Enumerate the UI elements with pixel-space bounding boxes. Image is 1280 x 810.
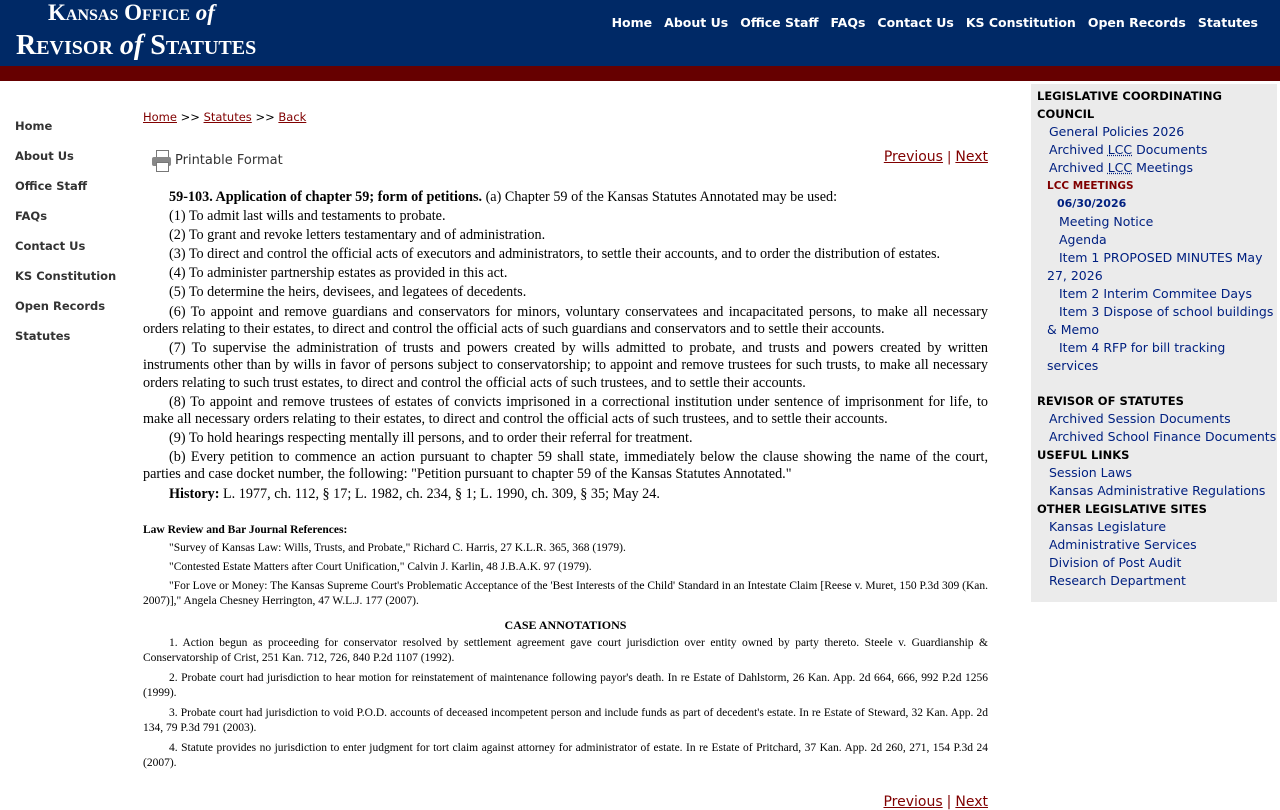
- sidebar-spacer: [1031, 375, 1277, 392]
- pager-separator: |: [946, 150, 952, 165]
- topnav-open-records[interactable]: Open Records: [1087, 15, 1186, 30]
- site-logo-line1[interactable]: [48, 0, 215, 26]
- breadcrumb: [143, 110, 988, 124]
- lcc-heading: LEGISLATIVE COORDINATING COUNCIL: [1037, 89, 1222, 121]
- leftnav-contact-us[interactable]: Contact Us: [15, 239, 86, 253]
- breadcrumb-home[interactable]: Home: [143, 110, 177, 124]
- site-header: [0, 0, 1280, 66]
- leftnav-home[interactable]: Home: [15, 119, 53, 133]
- logo-text-statutes: Statutes: [143, 30, 257, 61]
- research-department-link[interactable]: Research Department: [1049, 573, 1186, 588]
- statute-item: (b) Every petition to commence an action pursuant to chapter 59 shall state, immediately below the clause showing the name of the court, parties and case docket number, the following: "Petition pursuant to chapter 59 of the Kansas Statutes Annotated.": [143, 449, 988, 483]
- previous-link[interactable]: Previous: [883, 149, 943, 165]
- leftnav-office-staff[interactable]: Office Staff: [15, 179, 88, 193]
- archived-lcc-documents-link[interactable]: [1031, 141, 1277, 159]
- item1-minutes-link[interactable]: Item 1 PROPOSED MINUTES May 27, 2026: [1047, 250, 1263, 283]
- statute-item: (5) To determine the heirs, devisees, and legatees of decedents.: [169, 284, 527, 301]
- logo-text-kansas-office: Kansas Office: [48, 0, 196, 25]
- lcc-abbr: LCC: [1107, 160, 1133, 175]
- meeting-date: 06/30/2026: [1057, 197, 1127, 210]
- lcc-abbr: LCC: [1107, 142, 1133, 157]
- pager-bottom: [883, 794, 988, 810]
- post-audit-link[interactable]: Division of Post Audit: [1049, 555, 1182, 570]
- case-annotations: [143, 636, 988, 776]
- pager-separator-bottom: |: [946, 794, 952, 810]
- topnav-ks-constitution[interactable]: KS Constitution: [965, 15, 1076, 30]
- statute-item: (3) To direct and control the official acts of executors and administrators, to settle their accounts, and to order the distribution of estates.: [169, 246, 941, 263]
- annotation-item: 2. Probate court had jurisdiction to hear motion for reinstatement of maintenance following payor's death. In re Estate of Dahlstorm, 26 Kan. App. 2d 664, 666, 992 P.2d 1256 (1999).: [143, 672, 988, 699]
- topnav-home[interactable]: Home: [611, 15, 653, 30]
- statute-intro: [143, 189, 988, 206]
- breadcrumb-separator: >>: [251, 110, 279, 124]
- breadcrumb-back[interactable]: Back: [278, 110, 307, 124]
- session-laws-link[interactable]: Session Laws: [1049, 465, 1133, 480]
- agenda-link[interactable]: Agenda: [1059, 232, 1107, 247]
- printer-icon: [151, 150, 173, 170]
- printable-format-label: Printable Format: [175, 152, 283, 168]
- statute-item: (9) To hold hearings respecting mentally ill persons, and to order their referral for treatment.: [169, 430, 693, 447]
- topnav-contact-us[interactable]: Contact Us: [877, 15, 954, 30]
- left-navigation: [15, 118, 116, 358]
- statute-item: (6) To appoint and remove guardians and conservators for minors, voluntary conservatees and incapacitated persons, to make all necessary orders relating to their estates, to direct and control the official acts of such guardians and conservators and to settle their accounts.: [143, 303, 988, 337]
- statute-intro-text: (a) Chapter 59 of the Kansas Statutes Annotated may be used:: [482, 189, 838, 205]
- main-content: [143, 110, 988, 810]
- accent-bar: [0, 66, 1280, 81]
- previous-link-bottom[interactable]: Previous: [883, 794, 943, 810]
- annotation-item: 3. Probate court had jurisdiction to void P.O.D. accounts of deceased incompetent person and include funds as part of decedent's estate. In re Estate of Steward, 32 Kan. App. 2d 134, 79 P.3d 791 (2003).: [143, 707, 988, 734]
- breadcrumb-statutes[interactable]: Statutes: [203, 110, 252, 124]
- printable-format-link[interactable]: [151, 150, 283, 170]
- history-label: History:: [169, 485, 220, 502]
- archived-school-finance-link[interactable]: Archived School Finance Documents: [1049, 429, 1277, 444]
- archived-lcc-meetings-link[interactable]: [1031, 159, 1277, 177]
- leftnav-about-us[interactable]: About Us: [15, 149, 74, 163]
- breadcrumb-separator: >>: [176, 110, 204, 124]
- statute-item: (4) To administer partnership estates as provided in this act.: [169, 265, 508, 282]
- topnav-statutes[interactable]: Statutes: [1197, 15, 1258, 30]
- next-link-bottom[interactable]: Next: [955, 794, 988, 810]
- top-navigation: [600, 15, 1258, 30]
- other-sites-heading: OTHER LEGISLATIVE SITES: [1037, 502, 1207, 516]
- archived-meet-pre: Archived: [1049, 160, 1108, 175]
- leftnav-statutes[interactable]: Statutes: [15, 329, 71, 343]
- leftnav-open-records[interactable]: Open Records: [15, 299, 106, 313]
- archived-meet-post: Meetings: [1132, 160, 1193, 175]
- kansas-legislature-link[interactable]: Kansas Legislature: [1049, 519, 1167, 534]
- lcc-meetings-label: LCC MEETINGS: [1047, 180, 1134, 192]
- statute-item: (8) To appoint and remove trustees of estates of convicts imprisoned in a correctional institution under sentence of imprisonment for life, to make all necessary orders relating to their estates, to direct and control the official acts of such trustees, and to settle their accounts.: [143, 393, 988, 427]
- annotation-item: 4. Statute provides no jurisdiction to enter judgment for tort claim against attorney for administrator of estate. In re Estate of Pritchard, 37 Kan. App. 2d 260, 271, 154 P.3d 24 (2007).: [143, 742, 988, 769]
- references-heading: Law Review and Bar Journal References:: [143, 524, 348, 536]
- leftnav-ks-constitution[interactable]: KS Constitution: [15, 269, 117, 283]
- logo-text-of: of: [195, 0, 215, 25]
- pager-top: [884, 149, 988, 165]
- topnav-faqs[interactable]: FAQs: [830, 15, 866, 30]
- statute-text: [143, 189, 988, 505]
- administrative-services-link[interactable]: Administrative Services: [1049, 537, 1197, 552]
- useful-links-heading: USEFUL LINKS: [1037, 448, 1130, 462]
- statute-item: (2) To grant and revoke letters testamentary and of administration.: [169, 227, 546, 244]
- statute-history: [143, 486, 988, 503]
- item4-rfp-link[interactable]: Item 4 RFP for bill tracking services: [1047, 340, 1226, 373]
- statute-item: (7) To supervise the administration of trusts and powers created by wills admitted to probate, and trusts and powers created by written instruments other than by wills in favor of persons subject to conservatorship; to appoint and remove trustees for such trusts, to make all necessary orders relating to such trust estates, to direct and control the official acts of such trustees, and to settle their accounts.: [143, 339, 988, 391]
- history-text: L. 1977, ch. 112, § 17; L. 1982, ch. 234, § 1; L. 1990, ch. 309, § 35; May 24.: [219, 485, 660, 502]
- item3-dispose-link[interactable]: Item 3 Dispose of school buildings & Memo: [1047, 304, 1274, 337]
- site-logo-line2[interactable]: [16, 30, 256, 62]
- reference-item: "Survey of Kansas Law: Wills, Trusts, and Probate," Richard C. Harris, 27 K.L.R. 365, 368 (1979).: [169, 542, 626, 554]
- item2-interim-link[interactable]: Item 2 Interim Commitee Days: [1059, 286, 1252, 301]
- meeting-notice-link[interactable]: Meeting Notice: [1059, 214, 1154, 229]
- logo-text-revisor: Revisor: [16, 30, 120, 61]
- revisor-heading: REVISOR OF STATUTES: [1037, 394, 1184, 408]
- general-policies-link[interactable]: General Policies 2026: [1049, 124, 1185, 139]
- annotation-item: 1. Action begun as proceeding for conservator resolved by settlement agreement gave court jurisdiction over entity owned by party thereto. Steele v. Guardianship & Conservatorship of Crist, 251 Kan. 712, 726, 840 P.2d 1107 (1992).: [143, 637, 988, 664]
- archived-session-docs-link[interactable]: Archived Session Documents: [1049, 411, 1231, 426]
- archived-docs-pre: Archived: [1049, 142, 1108, 157]
- leftnav-faqs[interactable]: FAQs: [15, 209, 48, 223]
- statute-item: (1) To admit last wills and testaments to probate.: [169, 208, 446, 225]
- right-sidebar: [1031, 84, 1277, 602]
- reference-item: "For Love or Money: The Kansas Supreme Court's Problematic Acceptance of the 'Best Interests of the Child' Standard in an Intestate Claim [Reese v. Muret, 150 P.3d 309 (Kan. 2007)]," Angela Chesney Herrington, 47 W.L.J. 177 (2007).: [143, 580, 988, 607]
- ks-admin-regulations-link[interactable]: Kansas Administrative Regulations: [1049, 483, 1266, 498]
- topnav-office-staff[interactable]: Office Staff: [740, 15, 819, 30]
- case-annotations-heading: CASE ANNOTATIONS: [504, 618, 627, 632]
- topnav-about-us[interactable]: About Us: [664, 15, 729, 30]
- logo-text-of2: of: [119, 30, 144, 61]
- archived-docs-post: Documents: [1132, 142, 1208, 157]
- statute-title: 59-103. Application of chapter 59; form of petitions.: [169, 189, 483, 205]
- law-review-references: [143, 523, 988, 613]
- next-link[interactable]: Next: [955, 149, 988, 165]
- reference-item: "Contested Estate Matters after Court Unification," Calvin J. Karlin, 48 J.B.A.K. 97 (1979).: [169, 561, 592, 573]
